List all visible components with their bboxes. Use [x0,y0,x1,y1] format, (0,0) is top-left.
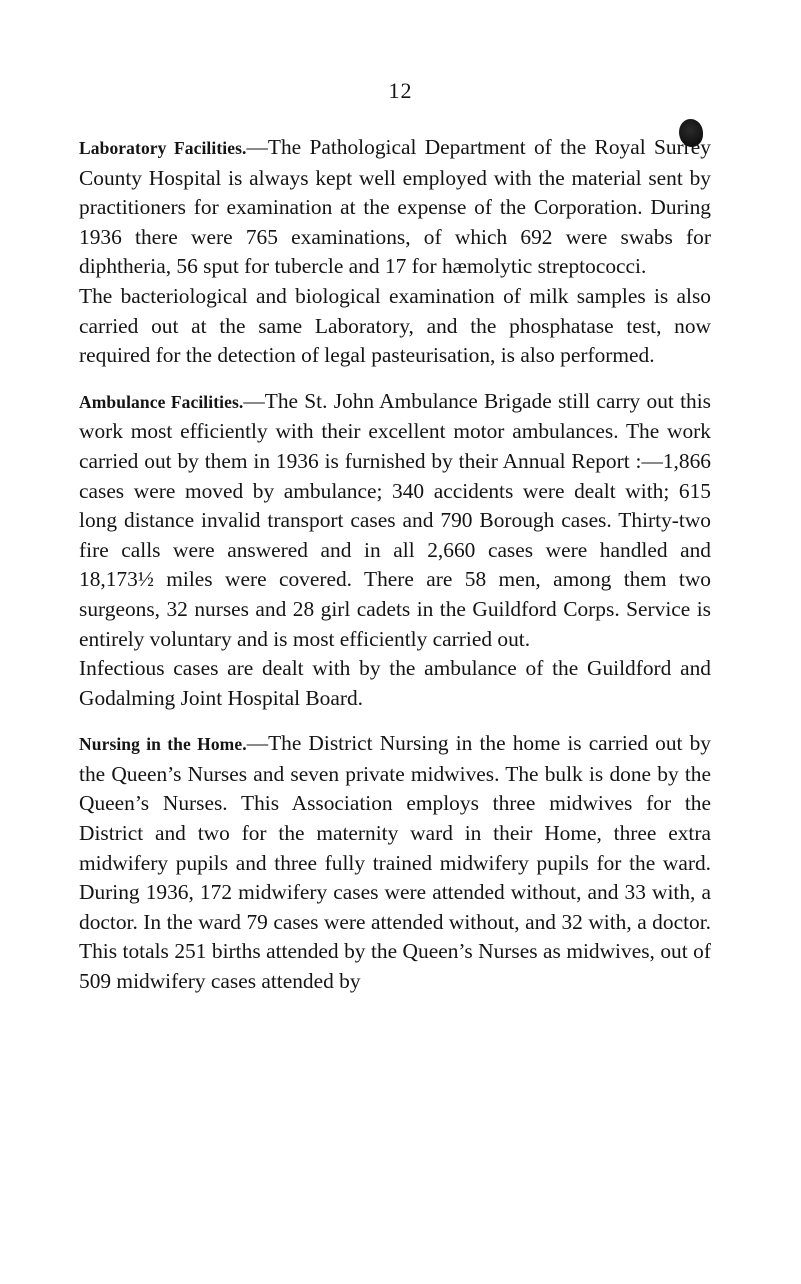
milk-samples-paragraph: The bacteriological and biological examination of milk samples is also carried out at the same Laboratory, and the phosphatase test, now required for the detection of legal pasteurisation, is also performed. [79,283,711,368]
ambulance-facilities-text: —The St. John Ambulance Brigade still carry out this work most efficiently with their excellent motor ambulances. The work carried out by them in 1936 is furnished by their Annual Report :—1,866 cases were moved by ambulance; 340 accidents were dealt with; 615 long distance invalid transport cases and 790 Borough cases. Thirty-two fire calls were answered and in all 2,660 cases were handled and 18,173½ miles were covered. There are 58 men, among them two surgeons, 32 nurses and 28 girl cadets in the Guildford Corps. Service is entirely voluntary and is most efficiently carried out. [79,388,711,651]
ambulance-facilities-paragraph [79,387,711,654]
infectious-cases-paragraph: Infectious cases are dealt with by the ambulance of the Guildford and Godalming Joint Hospital Board. [79,656,711,710]
laboratory-facilities-paragraph [79,133,711,282]
nursing-in-the-home-text: —The District Nursing in the home is carried out by the Queen’s Nurses and seven private midwives. The bulk is done by the Queen’s Nurses. This Association employs three midwives for the District and two for the maternity ward in their Home, three extra midwifery pupils and three fully trained midwifery pupils for the ward. During 1936, 172 midwifery cases were attended without, and 33 with, a doctor. In the ward 79 cases were attended without, and 32 with, a doctor. This totals 251 births attended by the Queen’s Nurses as midwives, out of 509 midwifery cases attended by [79,731,711,994]
nursing-in-the-home-paragraph [79,729,711,996]
page-number: 12 [388,78,413,103]
document-body [79,133,711,997]
nursing-in-the-home-heading: Nursing in the Home. [79,734,247,755]
ambulance-facilities-heading: Ambulance Facilities. [79,391,244,412]
laboratory-facilities-heading: Laboratory Facilities. [79,138,247,158]
laboratory-facilities-text: —The Pathological Department of the Royal Surrey County Hospital is always kept well employed with the material sent by practitioners for examination at the expense of the Corporation. During 1936 there were 765 examinations, of which 692 were swabs for diphtheria, 56 sput for tubercle and 17 for hæmolytic streptococci. [79,135,711,279]
